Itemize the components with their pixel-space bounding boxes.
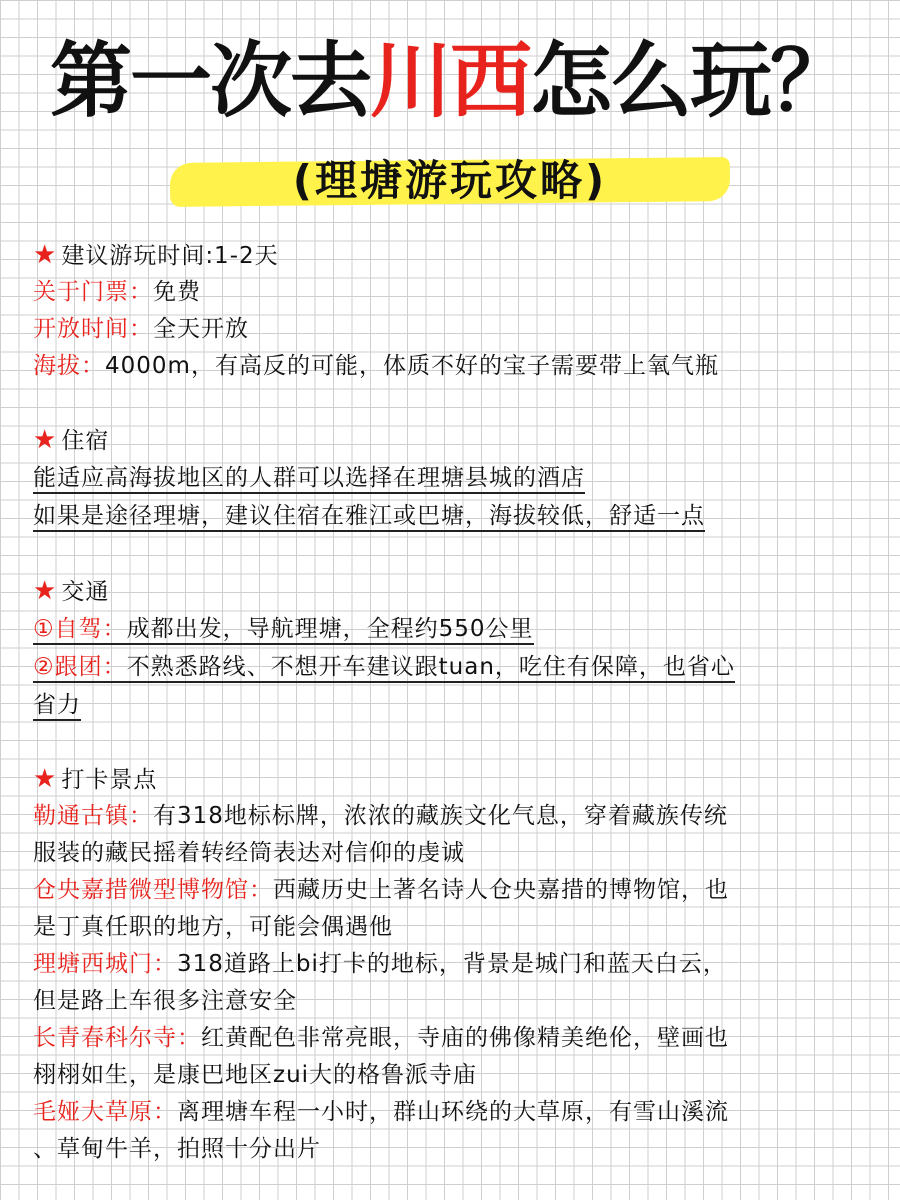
ticket-label: 关于门票： (33, 279, 153, 305)
spot-4-label: 长青春科尔寺： (33, 1025, 201, 1051)
page-title (0, 22, 900, 142)
spot-5-label: 毛娅大草原： (33, 1099, 177, 1125)
lodging-line-2 (33, 499, 705, 533)
star-icon: ★ (33, 576, 58, 606)
altitude-value: 4000m，有高反的可能，体质不好的宝子需要带上氧气瓶 (105, 353, 719, 379)
drive-value: 成都出发，导航理塘，全程约550公里 (126, 616, 534, 642)
spot-2-text-2: 是丁真任职的地方，可能会偶遇他 (33, 914, 393, 940)
spot-2-label: 仓央嘉措微型博物馆： (33, 877, 273, 903)
open-value: 全天开放 (153, 316, 249, 342)
ticket-line (33, 275, 201, 309)
lodging-line-1 (33, 461, 585, 495)
open-line (33, 312, 249, 346)
title-highlight: 川西 (369, 34, 530, 129)
spot-3-text-1: 318道路上bi打卡的地标，背景是城门和蓝天白云， (177, 951, 727, 977)
lodging-heading-line (33, 423, 109, 458)
spot-5-text-1: 离理塘车程一小时，群山环绕的大草原，有雪山溪流 (177, 1099, 729, 1125)
star-icon: ★ (33, 764, 58, 794)
subtitle: (理塘游玩攻略) (292, 156, 608, 205)
tour-line-cont (33, 688, 81, 722)
drive-label: ①自驾： (33, 616, 127, 642)
lodging-text-2: 如果是途径理塘，建议住宿在雅江或巴塘，海拔较低，舒适一点 (33, 503, 705, 532)
altitude-label: 海拔： (33, 353, 105, 379)
spot-1-text-1: 有318地标标牌，浓浓的藏族文化气息，穿着藏族传统 (153, 803, 728, 829)
spot-3-text-2: 但是路上车很多注意安全 (33, 988, 297, 1014)
spot-1-line-2 (33, 836, 465, 870)
spot-3-line-1 (33, 947, 727, 981)
spot-5-line-2 (33, 1132, 321, 1166)
lodging-text-1: 能适应高海拔地区的人群可以选择在理塘县城的酒店 (33, 465, 585, 494)
spot-1-line-1 (33, 799, 728, 833)
ticket-value: 免费 (153, 279, 201, 305)
star-icon: ★ (33, 425, 58, 455)
tour-label: ②跟团： (33, 654, 127, 680)
tour-value-cont: 省力 (33, 692, 81, 721)
spot-3-label: 理塘西城门： (33, 951, 177, 977)
tour-line (33, 650, 735, 684)
spot-2-text-1: 西藏历史上著名诗人仓央嘉措的博物馆，也 (273, 877, 729, 903)
altitude-line (33, 349, 719, 383)
spot-1-text-2: 服装的藏民摇着转经筒表达对信仰的虔诚 (33, 840, 465, 866)
title-post: 怎么玩？ (530, 34, 851, 129)
open-label: 开放时间： (33, 316, 153, 342)
spot-4-text-1: 红黄配色非常亮眼，寺庙的佛像精美绝伦，壁画也 (201, 1025, 729, 1051)
spot-4-line-2 (33, 1058, 477, 1092)
lodging-heading: 住宿 (61, 428, 110, 454)
star-icon: ★ (33, 240, 58, 270)
time-heading: 建议游玩时间:1-2天 (61, 243, 279, 269)
spot-3-line-2 (33, 984, 297, 1018)
spot-2-line-2 (33, 910, 393, 944)
spot-5-text-2: 、草甸牛羊，拍照十分出片 (33, 1136, 321, 1162)
spot-4-line-1 (33, 1021, 729, 1055)
spots-heading: 打卡景点 (61, 767, 158, 793)
spots-heading-line (33, 762, 157, 797)
spot-2-line-1 (33, 873, 729, 907)
time-heading-line (33, 238, 279, 273)
transport-heading: 交通 (61, 579, 110, 605)
subtitle-block (170, 150, 730, 212)
spot-4-text-2: 栩栩如生，是康巴地区zui大的格鲁派寺庙 (33, 1062, 478, 1088)
tour-value: 不熟悉路线、不想开车建议跟tuan，吃住有保障，也省心 (126, 654, 735, 680)
drive-line (33, 612, 534, 646)
spot-1-label: 勒通古镇： (33, 803, 153, 829)
spot-5-line-1 (33, 1095, 729, 1129)
title-pre: 第一次去 (49, 34, 370, 129)
transport-heading-line (33, 574, 109, 609)
